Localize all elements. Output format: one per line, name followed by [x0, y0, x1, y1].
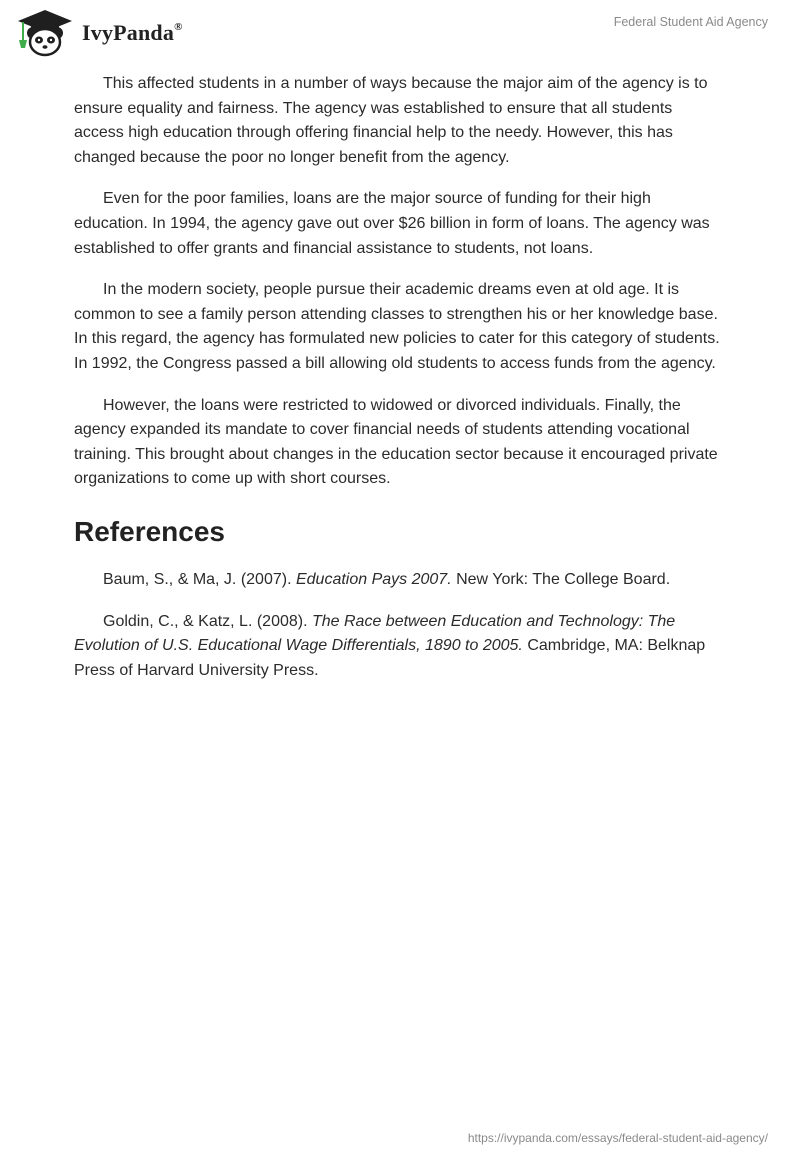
references-heading: References	[74, 515, 225, 547]
body-paragraph: In the modern society, people pursue their academic dreams even at old age. It is common to see a family person attending classes to strengthen his or her knowledge base. In this regard, the agency has formulated new policies to cater for this category of students. In 1992, the Congress passed a bill allowing old students to access funds from the agency.	[74, 281, 720, 372]
panda-graduation-cap-icon	[14, 8, 76, 58]
page-header	[0, 0, 800, 64]
reference-authors: Goldin, C., & Katz, L. (2008).	[103, 612, 312, 630]
reference-publisher: New York: The College Board.	[451, 570, 671, 588]
logo-text: IvyPanda	[82, 20, 175, 45]
registered-mark: ®	[174, 20, 183, 33]
source-url[interactable]: https://ivypanda.com/essays/federal-student-aid-agency/	[467, 1131, 768, 1145]
logo-wordmark	[82, 20, 183, 46]
document-title: Federal Student Aid Agency	[613, 15, 768, 29]
body-paragraph: However, the loans were restricted to widowed or divorced individuals. Finally, the agency expanded its mandate to cover financial needs of students attending vocational training. This brought about changes in the education sector because it encouraged private organizations to come up with short courses.	[74, 396, 718, 488]
reference-publisher: Cambridge, MA: Belknap Press of Harvard University Press.	[74, 637, 706, 679]
reference-item	[74, 610, 726, 684]
essay-content	[74, 72, 726, 700]
body-paragraph: Even for the poor families, loans are the major source of funding for their high education. In 1994, the agency gave out over $26 billion in form of loans. The agency was established to offer grants and financial assistance to students, not loans.	[74, 190, 710, 257]
reference-item	[74, 568, 726, 593]
reference-authors: Baum, S., & Ma, J. (2007).	[103, 570, 296, 588]
reference-title: Education Pays 2007.	[295, 570, 452, 588]
body-paragraph: This affected students in a number of ways because the major aim of the agency is to ensure equality and fairness. The agency was established to ensure that all students access high education through offering financial help to the needy. However, this has changed because the poor no longer benefit from the agency.	[74, 75, 708, 166]
reference-title: The Race between Education and Technology: The Evolution of U.S. Educational Wage Differentials, 1890 to 2005.	[74, 612, 676, 655]
ivypanda-logo[interactable]	[14, 8, 183, 58]
